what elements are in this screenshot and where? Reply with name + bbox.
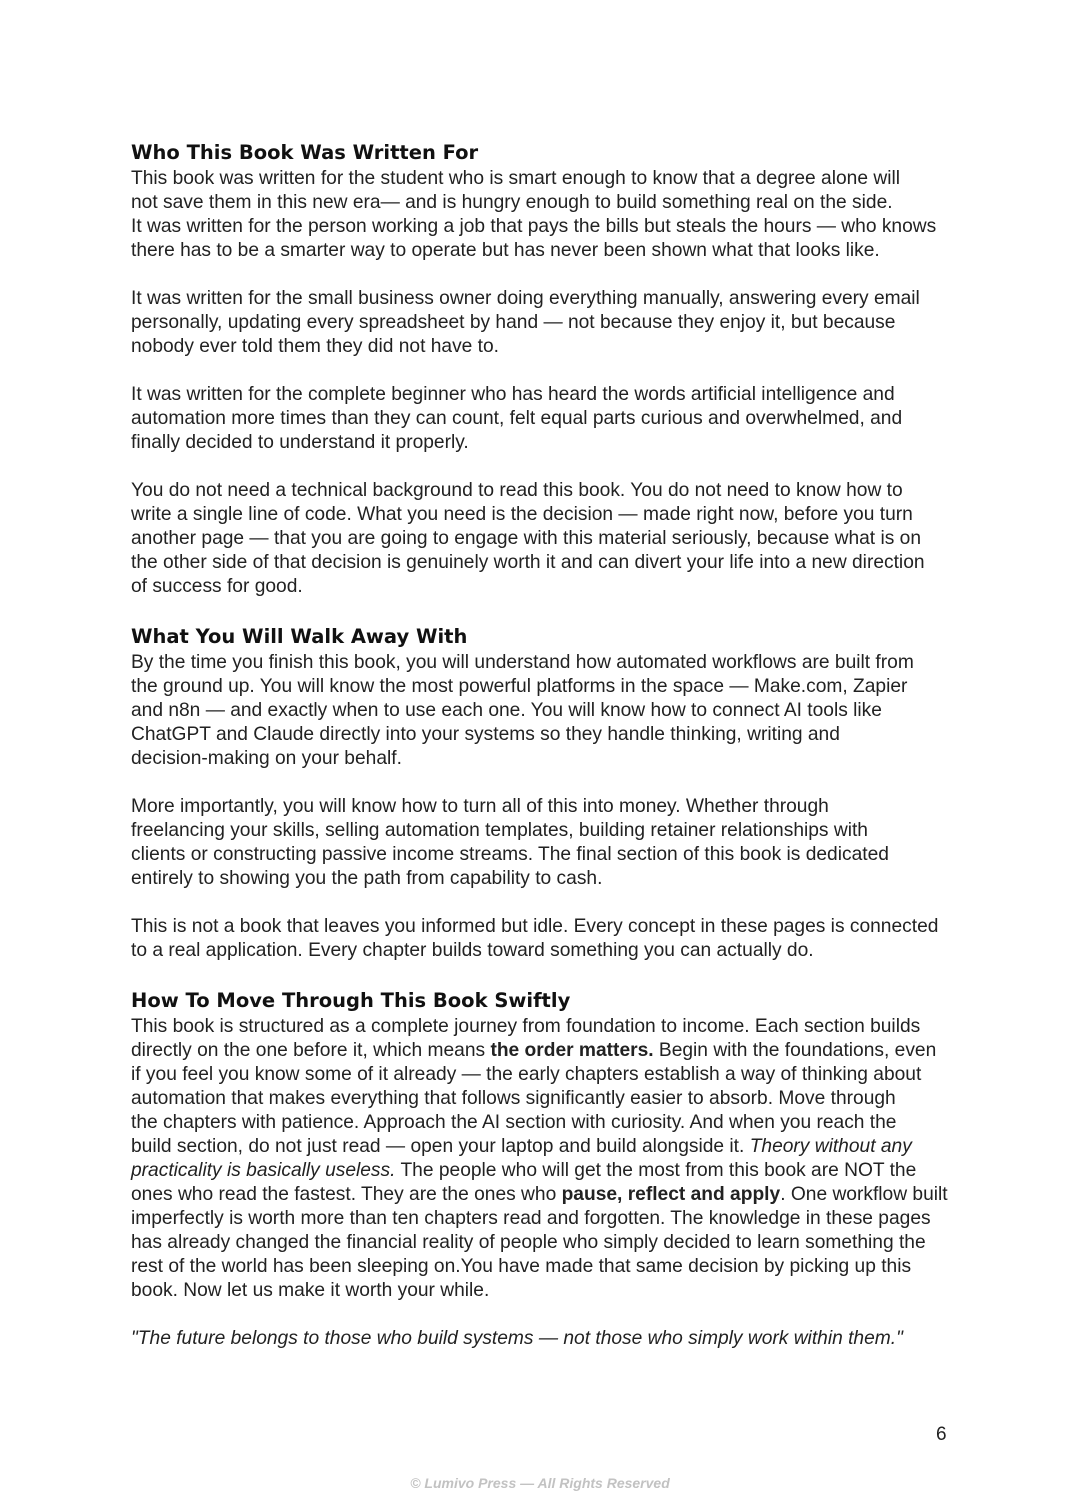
text-line: the ground up. You will know the most powerful platforms in the space — Make.com, Zapier	[131, 676, 908, 697]
section-heading: How To Move Through This Book Swiftly	[131, 989, 571, 1012]
text-line: entirely to showing you the path from capability to cash.	[131, 868, 603, 889]
paragraph	[131, 795, 961, 891]
text-line: This book is structured as a complete journey from foundation to income. Each section builds	[131, 1016, 921, 1037]
italic-text: practicality is basically useless.	[131, 1160, 396, 1181]
text-line: not save them in this new era— and is hungry enough to build something real on the side.	[131, 192, 893, 213]
text-line: It was written for the person working a job that pays the bills but steals the hours — who knows	[131, 216, 937, 237]
text-line: . One workflow built	[780, 1184, 948, 1205]
paragraph	[131, 167, 961, 263]
text-line: freelancing your skills, selling automation templates, building retainer relationships with	[131, 820, 868, 841]
text-line: rest of the world has been sleeping on.You have made that same decision by picking up this	[131, 1256, 912, 1277]
text-line: if you feel you know some of it already — the early chapters establish a way of thinking about	[131, 1064, 922, 1085]
text-line: It was written for the complete beginner who has heard the words artificial intelligence and	[131, 384, 895, 405]
text-line: another page — that you are going to engage with this material seriously, because what is on	[131, 528, 922, 549]
paragraph	[131, 915, 961, 963]
text-line: and n8n — and exactly when to use each one. You will know how to connect AI tools like	[131, 700, 882, 721]
bold-text: the order matters.	[490, 1040, 654, 1061]
text-line: automation that makes everything that follows significantly easier to absorb. Move through	[131, 1088, 896, 1109]
text-line: You do not need a technical background to read this book. You do not need to know how to	[131, 480, 903, 501]
paragraph	[131, 1015, 961, 1303]
section-heading: Who This Book Was Written For	[131, 141, 479, 164]
paragraph	[131, 383, 961, 455]
text-line: automation more times than they can count, felt equal parts curious and overwhelmed, and	[131, 408, 903, 429]
text-line: nobody ever told them they did not have to.	[131, 336, 500, 357]
text-line: ChatGPT and Claude directly into your systems so they handle thinking, writing and	[131, 724, 840, 745]
text-line: The people who will get the most from this book are NOT the	[395, 1160, 917, 1181]
text-line: directly on the one before it, which means	[131, 1040, 491, 1061]
text-line: By the time you finish this book, you will understand how automated workflows are built from	[131, 652, 914, 673]
italic-text: Theory without any	[749, 1136, 912, 1157]
text-line: This is not a book that leaves you informed but idle. Every concept in these pages is connected	[131, 916, 939, 937]
text-line: the other side of that decision is genuinely worth it and can divert your life into a new direction	[131, 552, 925, 573]
text-line: write a single line of code. What you need is the decision — made right now, before you turn	[131, 504, 913, 525]
closing-quote: "The future belongs to those who build systems — not those who simply work within them."	[131, 1328, 903, 1349]
text-line: to a real application. Every chapter builds toward something you can actually do.	[131, 940, 814, 961]
text-line: imperfectly is worth more than ten chapters read and forgotten. The knowledge in these pages	[131, 1208, 931, 1229]
text-line: Begin with the foundations, even	[653, 1040, 937, 1061]
text-line: finally decided to understand it properly.	[131, 432, 469, 453]
text-line: More importantly, you will know how to turn all of this into money. Whether through	[131, 796, 829, 817]
text-line: book. Now let us make it worth your while.	[131, 1280, 490, 1301]
page-number: 6	[936, 1424, 947, 1445]
text-line: there has to be a smarter way to operate but has never been shown what that looks like.	[131, 240, 880, 261]
text-line: personally, updating every spreadsheet by hand — not because they enjoy it, but because	[131, 312, 896, 333]
text-line: clients or constructing passive income streams. The final section of this book is dedicated	[131, 844, 889, 865]
section-heading: What You Will Walk Away With	[131, 625, 468, 648]
page-content	[131, 139, 961, 1351]
text-line: of success for good.	[131, 576, 303, 597]
paragraph	[131, 287, 961, 359]
text-line: It was written for the small business owner doing everything manually, answering every email	[131, 288, 920, 309]
text-line: the chapters with patience. Approach the AI section with curiosity. And when you reach the	[131, 1112, 897, 1133]
text-line: This book was written for the student who is smart enough to know that a degree alone will	[131, 168, 900, 189]
text-line: has already changed the financial reality of people who simply decided to learn something the	[131, 1232, 926, 1253]
paragraph	[131, 479, 961, 599]
copyright-footer: © Lumivo Press — All Rights Reserved	[410, 1475, 670, 1491]
text-line: decision-making on your behalf.	[131, 748, 402, 769]
text-line: build section, do not just read — open your laptop and build alongside it.	[131, 1136, 750, 1157]
text-line: ones who read the fastest. They are the ones who	[131, 1184, 562, 1205]
paragraph	[131, 651, 961, 771]
bold-text: pause, reflect and apply	[561, 1184, 781, 1205]
